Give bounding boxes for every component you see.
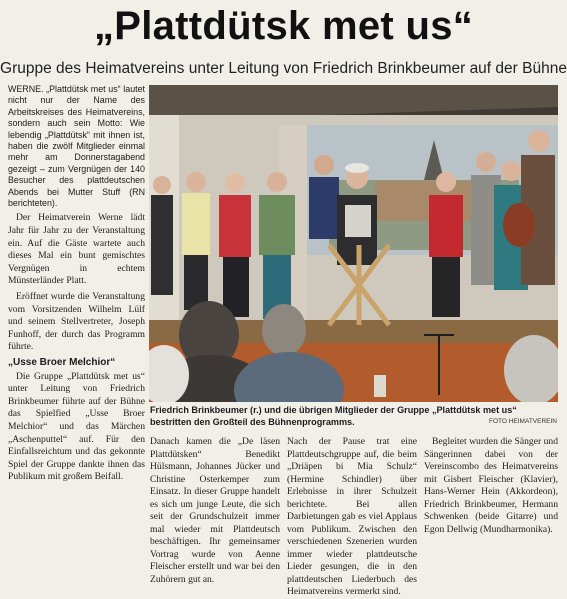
- body-paragraph: Danach kamen die „De läsen Plattdütsken“ Benedikt Hülsmann, Johannes Jücker und Christine Osterkemper zum Einsatz. In dieser Gruppe handelt es sich um junge Leute, die sich seit der Grundschulzeit immer mal wieder mit Plattdeutsch beschäftigen. Ihr gemeinsamer Vortrag wurde von Aenne Fleischer erstellt und war bei den Zuhörern gut an.: [150, 436, 280, 585]
- subheadline: Gruppe des Heimatvereins unter Leitung von Friedrich Brinkbeumer auf der Bühne: [0, 60, 567, 77]
- section-heading: „Usse Broer Melchior“: [8, 357, 116, 368]
- stage-photo: [149, 85, 558, 402]
- column-2: [150, 436, 280, 586]
- body-paragraph: Eröffnet wurde die Veranstaltung vom Vorsitzenden Wilhelm Lülf und seinem Stellvertreter, Joseph Funhoff, der durch das Programm führte.: [8, 291, 145, 353]
- photo-credit: FOTO HEIMATVEREIN: [488, 418, 557, 425]
- body-paragraph: Nach der Pause trat eine Plattdeutschgruppe auf, die beim „Driäpen bi Mia Schulz“ (Hermine Schindler) über Erlebnisse in ihrer Schulzeit berichtete. Bei allen Darbietungen gab es viel Applaus vom Publikum. Zwischen den verschiedenen Szenerien wurden immer wieder plattdeutsche Lieder gesungen, die in den plattdeutschen Liederbuch des Heimatvereins vermerkt sind.: [287, 436, 417, 597]
- lead-paragraph: WERNE. „Plattdütsk met us“ lautet nicht nur der Name des Arbeitskreises des Heimatvereins, sondern auch sein Motto: Wie lebendig „Plattdütsk“ mit ihnen ist, haben die zwölf Mitglieder einmal mehr am Donnerstagabend gezeigt – zum Vergnügen der 140 Besucher des plattdeutschen Abends bei Mutter Stuff (RN berichteten).: [8, 84, 145, 209]
- column-4: [424, 436, 558, 536]
- left-column: [8, 84, 145, 487]
- photo-caption: Friedrich Brinkbeumer (r.) und die übrigen Mitglieder der Gruppe „Plattdütsk met us“ bestritten den Großteil des Bühnenprogramms.: [150, 405, 517, 427]
- headline: „Plattdütsk met us“: [93, 4, 474, 48]
- body-paragraph: Der Heimatverein Werne lädt Jahr für Jahr zu der Veranstaltung ein. Auf die Gäste wartete auch dieses Mal ein bunt gemischtes Vergnügen in echtem Münsterländer Platt.: [8, 212, 145, 287]
- column-3: [287, 436, 417, 599]
- body-paragraph: Die Gruppe „Plattdütsk met us“ unter Leitung von Friedrich Brinkbeumer führte auf der Bühne das Spielfied „Usse Broer Melchior“ und das Märchen „Aschenputtel“ auf. Für den Einfallsreichtum und das gekonnte Spiel der Gruppe dankte ihnen das Publikum mit großem Beifall.: [8, 370, 145, 483]
- body-paragraph: Begleitet wurden die Sänger und Sängerinnen dabei von der Vereinscombo des Heimatvereins mit Gisbert Fleischer (Klavier), Hans-Werner Hein (Akkordeon), Friedrich Brinkbeumer, Hermann Schwenken (beide Gitarre) und Egon Dellwig (Mundharmonika).: [424, 436, 558, 535]
